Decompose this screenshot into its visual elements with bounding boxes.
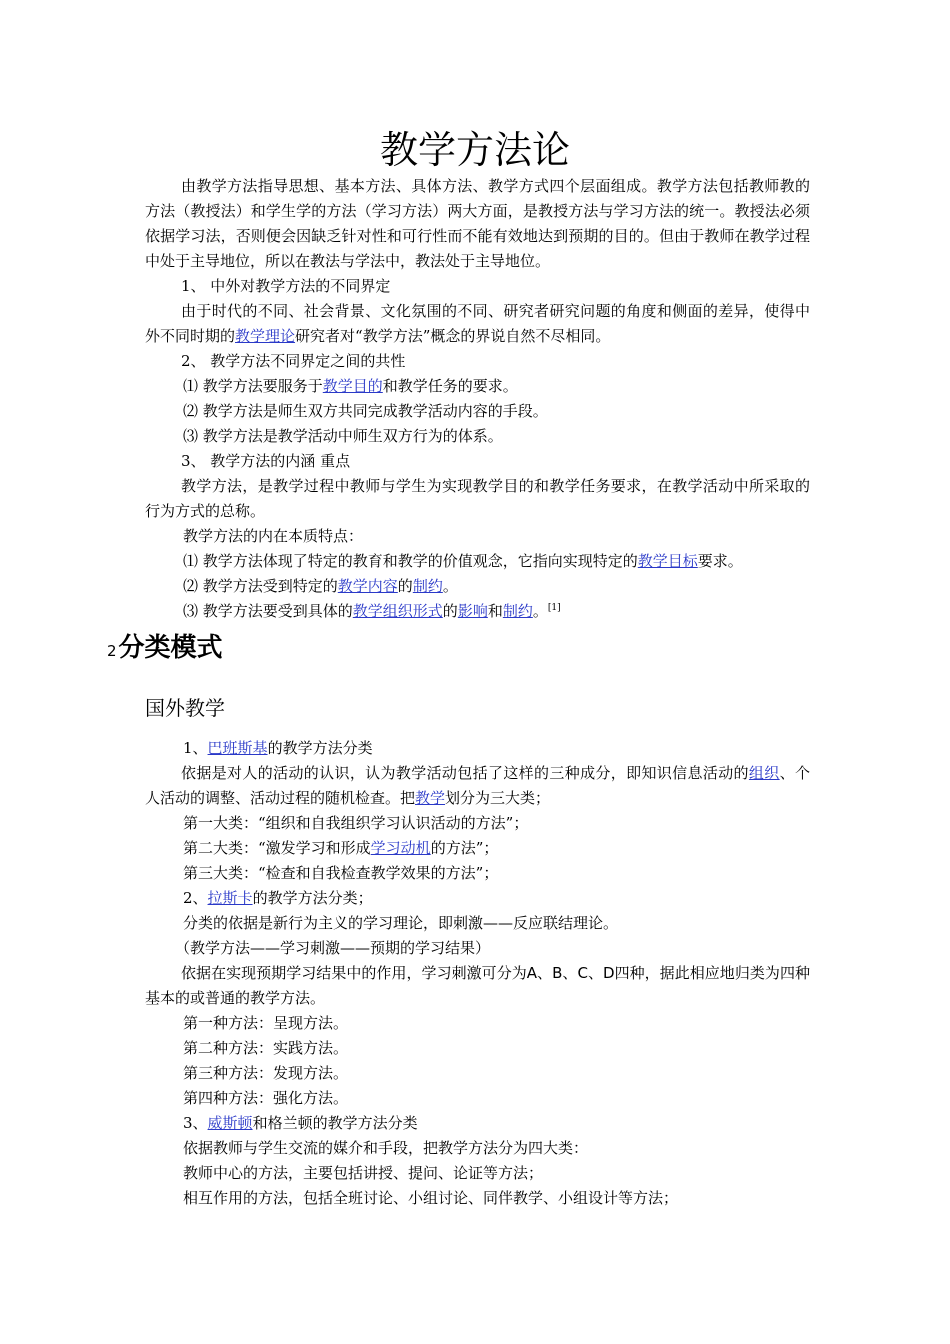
text: 划分为三大类； [445,789,551,807]
list-item: 第三大类：“检查和自我检查教学效果的方法”； [183,864,499,882]
section-3-paragraph: 教学方法，是教学过程中教师与学生为实现教学目的和教学任务要求，在教学活动中所采取的行为方式的总称。 [145,477,810,520]
subsection-heading-foreign: 国外教学 [145,696,225,720]
link-teaching-content[interactable]: 教学内容 [337,577,398,595]
classification-1-paragraph [145,761,810,811]
text: 第二大类：“激发学习和形成 [183,839,371,857]
section-heading-classification [107,628,223,671]
classification-2-paragraph [145,961,810,1011]
section-2-heading: 2、 教学方法不同界定之间的共性 [181,352,406,370]
text: A、B、C、D [526,964,615,982]
text: 、个人活动的调整、活动过程的随机检查。把 [145,764,810,807]
list-item: 教师中心的方法，主要包括讲授、提问、论证等方法； [183,1164,544,1182]
text: 依据在实现预期学习结果中的作用，学习刺激可分为 [181,964,527,982]
link-teaching[interactable]: 教学 [415,789,446,807]
list-item: ⑶ 教学方法是教学活动中师生双方行为的体系。 [183,427,503,445]
text: 。 [442,577,458,595]
text: 的教学方法分类 [267,739,373,757]
link-teaching-purpose[interactable]: 教学目的 [322,377,383,395]
link-organization-form[interactable]: 教学组织形式 [352,602,443,620]
text: 的 [397,577,413,595]
link-babansky[interactable]: 巴班斯基 [207,739,268,757]
link-teaching-theory[interactable]: 教学理论 [235,327,296,345]
list-item [145,836,810,861]
intro-section [145,174,810,624]
text: 的教学方法分类； [252,889,373,907]
list-item: 第二种方法：实践方法。 [183,1039,349,1057]
list-item: 第一种方法：呈现方法。 [183,1014,349,1032]
text: 。 [532,602,548,620]
text: 由于时代的不同、社会背景、文化氛围的不同、研究者研究问题的角度和侧面的差异，使得中外不同时期的 [145,302,810,345]
link-constraint[interactable]: 制约 [502,602,533,620]
intro-paragraph: 由教学方法指导思想、基本方法、具体方法、教学方式四个层面组成。教学方法包括教师教的方法（教授法）和学生学的方法（学习方法）两大方面，是教授方法与学习方法的统一。教授法必须依据学习法，否则便会因缺乏针对性和可行性而不能有效地达到预期的目的。但由于教师在教学过程中处于主导地位，所以在教法与学法中，教法处于主导地位。 [145,177,810,270]
classification-2-paragraph: 分类的依据是新行为主义的学习理论，即刺激——反应联结理论。 [183,914,619,932]
list-item: ⑵ 教学方法是师生双方共同完成教学活动内容的手段。 [183,402,548,420]
text: 依据是对人的活动的认识，认为教学活动包括了这样的三种成分，即知识信息活动的 [181,764,749,782]
classification-3-heading [145,1111,810,1136]
text: 研究者对“教学方法”概念的界说自然不尽相同。 [295,327,611,345]
classification-section [145,736,810,1211]
link-constraint[interactable]: 制约 [412,577,443,595]
list-item [145,574,810,599]
text: ⑶ 教学方法要受到具体的 [183,602,353,620]
text: 的方法”； [430,839,499,857]
document-title: 教学方法论 [379,128,570,172]
link-teaching-goal[interactable]: 教学目标 [637,552,698,570]
text: 和教学任务的要求。 [382,377,518,395]
link-learning-motivation[interactable]: 学习动机 [370,839,431,857]
section-1-heading: 1、 中外对教学方法的不同界定 [181,277,391,295]
link-lasca[interactable]: 拉斯卡 [207,889,253,907]
link-organization[interactable]: 组织 [748,764,780,782]
list-item: 相互作用的方法，包括全班讨论、小组讨论、同伴教学、小组设计等方法； [183,1189,679,1207]
text: ⑵ 教学方法受到特定的 [183,577,338,595]
text: 和 [487,602,503,620]
section-number: 2 [107,642,117,660]
link-influence[interactable]: 影响 [457,602,488,620]
section-3-heading: 3、 教学方法的内涵 重点 [181,452,351,470]
text: 2、 [183,889,208,907]
list-item [145,599,810,624]
section-1-paragraph [145,299,810,349]
section-3-subtitle: 教学方法的内在本质特点： [183,527,364,545]
section-title: 分类模式 [118,633,223,663]
classification-1-heading [145,736,810,761]
text: 四种，据此相应地归类为四种基本的或普通的教学方法。 [145,964,810,1007]
text: 和格兰顿的教学方法分类 [252,1114,418,1132]
text: 的 [442,602,458,620]
text: ⑴ 教学方法体现了特定的教育和教学的价值观念，它指向实现特定的 [183,552,638,570]
reference-marker[interactable]: [1] [547,603,561,613]
text: 要求。 [697,552,743,570]
list-item: 第四种方法：强化方法。 [183,1089,349,1107]
text: 3、 [183,1114,208,1132]
classification-2-note: （教学方法——学习刺激——预期的学习结果） [175,939,491,957]
text: ⑴ 教学方法要服务于 [183,377,323,395]
classification-3-paragraph: 依据教师与学生交流的媒介和手段，把教学方法分为四大类： [183,1139,589,1157]
text: 1、 [183,739,208,757]
classification-2-heading [145,886,810,911]
list-item: 第三种方法：发现方法。 [183,1064,349,1082]
list-item [145,374,810,399]
list-item [145,549,810,574]
list-item: 第一大类：“组织和自我组织学习认识活动的方法”； [183,814,529,832]
link-weston[interactable]: 威斯顿 [207,1114,253,1132]
